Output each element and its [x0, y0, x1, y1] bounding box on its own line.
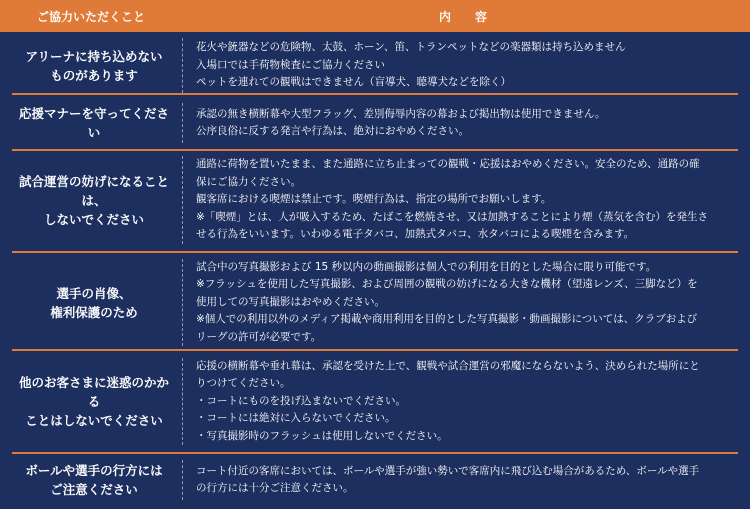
row-title: 応援マナーを守ってください [18, 106, 169, 140]
row-content: 応援の横断幕や垂れ幕は、承認を受けた上で、観戦や試合運営の邪魔にならないよう、決められた場所にと りつけてください。 ・コートにものを投げ込まないでください。 ・コートには絶対に入らないでください。 ・写真撮影時のフラッシュは使用しないでください。 [196, 359, 700, 442]
row-separator [12, 149, 738, 151]
table-row [0, 460, 750, 500]
table-row [0, 259, 750, 346]
table-row [0, 156, 750, 244]
row-content: 花火や銃器などの危険物、太鼓、ホーン、笛、トランペットなどの楽器類は持ち込めません 入場口では手荷物検査にご協力ください ペットを連れての観戦はできません（盲導犬、聴導犬などを除く） [196, 41, 626, 89]
row-title: 試合運営の妨げになることは、 しないでください [18, 173, 169, 227]
row-title: アリーナに持ち込めない ものがあります [25, 48, 163, 83]
table-row [0, 358, 750, 445]
table-row [0, 38, 750, 93]
row-content: 通路に荷物を置いたまま、また通路に立ち止まっての観戦・応援はおやめください。安全のため、通路の確 保にご協力ください。 観客席における喫煙は禁止です。喫煙行為は、指定の場所でお願いします。 ※「喫煙」とは、人が吸入するため、たばこを燃焼させ、又は加熱することにより煙（蒸気を含む）を発生さ せる行為をいいます。いわゆる電子タバコ、加熱式タバコ、水タバコによる喫煙を含みます。 [196, 158, 709, 241]
row-separator [12, 452, 738, 454]
row-title: ボールや選手の行方には ご注意ください [25, 463, 163, 497]
row-title: 選手の肖像、 権利保護のため [50, 285, 138, 320]
row-separator [12, 349, 738, 351]
table-header [0, 0, 750, 32]
header-left: ご協力いただくこと [36, 9, 145, 24]
row-content: 承認の無き横断幕や大型フラッグ、差別侮辱内容の幕および掲出物は使用できません。 公序良俗に反する発言や行為は、絶対におやめください。 [196, 107, 606, 137]
table-row [0, 103, 750, 143]
row-content: コート付近の客席においては、ボールや選手が強い勢いで客席内に飛び込む場合があるため、ボールや選手 の行方には十分ご注意ください。 [196, 464, 700, 494]
row-content: 試合中の写真撮影および 15 秒以内の動画撮影は個人での利用を目的とした場合に限り可能です。 ※フラッシュを使用した写真撮影、および周囲の観戦の妨げになる大きな機材（望遠レンズ、三脚など）を 使用しての写真撮影はおやめください。 ※個人での利用以外のメディア掲載や商用利用を目的とした写真撮影・動画撮影については、クラブおよび リーグの許可が必要です。 [196, 260, 698, 343]
row-separator [12, 251, 738, 253]
row-separator [12, 93, 738, 95]
header-right: 内 容 [438, 9, 493, 24]
row-title: 他のお客さまに迷惑のかかる ことはしないでください [18, 375, 169, 428]
